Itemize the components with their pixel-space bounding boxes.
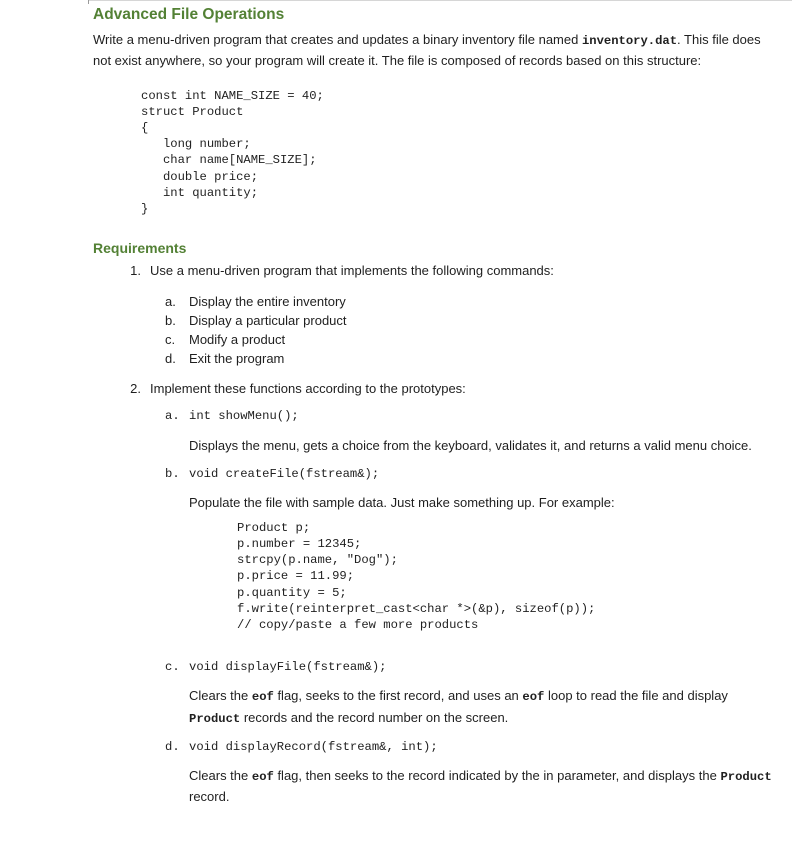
list-item-text: Display the entire inventory: [189, 294, 346, 310]
example-code-block: Product p; p.number = 12345; strcpy(p.name, "Dog"); p.price = 11.99; p.quantity = 5; f.write(reinterpret_cast<char *>(&p), sizeof(p)); // copy/paste a few more products: [237, 520, 596, 633]
intro-text-after: . This file does not exist anywhere, so your program will create it. The file is composed of records based on this structure:: [93, 32, 761, 69]
eof-keyword: eof: [251, 769, 274, 784]
text-run: loop to read the file and display: [544, 688, 728, 704]
product-keyword: Product: [189, 711, 241, 726]
list-item-letter: b.: [165, 313, 176, 329]
requirements-heading: Requirements: [93, 240, 187, 257]
requirement-2: [93, 379, 773, 398]
requirement-1: [93, 261, 773, 280]
text-run: Clears the: [189, 688, 252, 704]
product-keyword: Product: [720, 769, 772, 784]
text-run: Clears the: [189, 767, 252, 783]
intro-text-before: Write a menu-driven program that creates and updates a binary inventory file named: [93, 32, 582, 47]
list-item: [165, 349, 773, 368]
function-b-prototype: void createFile(fstream&);: [189, 466, 380, 481]
function-b-description: Populate the file with sample data. Just make something up. For example:: [189, 494, 615, 510]
list-item-letter: d.: [165, 351, 176, 367]
function-d-letter: d.: [165, 739, 180, 754]
text-run: record.: [189, 789, 230, 805]
list-item: [165, 292, 773, 311]
function-a-prototype: int showMenu();: [189, 409, 299, 424]
document-title: Advanced File Operations: [93, 6, 285, 23]
requirement-2-number: 2.: [130, 381, 141, 397]
function-a-letter: a.: [165, 409, 180, 424]
command-list: [165, 292, 773, 368]
function-c-heading: [165, 658, 773, 676]
text-run: records and the record number on the screen.: [240, 709, 509, 725]
function-a-heading: [165, 407, 773, 425]
page-corner-mark: [88, 0, 89, 4]
eof-keyword: eof: [251, 690, 274, 705]
function-b-heading: [165, 465, 773, 483]
inventory-filename: inventory.dat: [581, 34, 678, 48]
list-item-text: Exit the program: [189, 351, 285, 367]
function-d-heading: [165, 738, 773, 756]
requirement-1-text: Use a menu-driven program that implements the following commands:: [150, 263, 554, 279]
function-c-prototype: void displayFile(fstream&);: [189, 660, 387, 675]
function-d-description: [189, 766, 773, 807]
list-item: [165, 330, 773, 349]
function-b-letter: b.: [165, 466, 180, 481]
requirement-2-text: Implement these functions according to the prototypes:: [150, 381, 466, 397]
list-item: [165, 311, 773, 330]
function-c-description: [189, 686, 773, 729]
text-run: flag, seeks to the first record, and uses an: [273, 688, 523, 704]
eof-keyword: eof: [522, 690, 545, 705]
list-item-letter: a.: [165, 294, 176, 310]
intro-paragraph: [93, 30, 773, 71]
list-item-text: Modify a product: [189, 332, 286, 348]
document-page: [93, 4, 773, 806]
function-d-prototype: void displayRecord(fstream&, int);: [189, 739, 438, 754]
requirement-1-number: 1.: [130, 263, 141, 279]
function-c-letter: c.: [165, 660, 180, 675]
text-run: flag, then seeks to the record indicated by the in parameter, and displays the: [273, 767, 721, 783]
function-a-description: Displays the menu, gets a choice from the keyboard, validates it, and returns a valid menu choice.: [189, 438, 752, 454]
page-top-border: [88, 0, 792, 1]
list-item-text: Display a particular product: [189, 313, 347, 329]
struct-code-block: const int NAME_SIZE = 40; struct Product { long number; char name[NAME_SIZE]; double price; int quantity; }: [141, 88, 324, 217]
list-item-letter: c.: [165, 332, 176, 348]
